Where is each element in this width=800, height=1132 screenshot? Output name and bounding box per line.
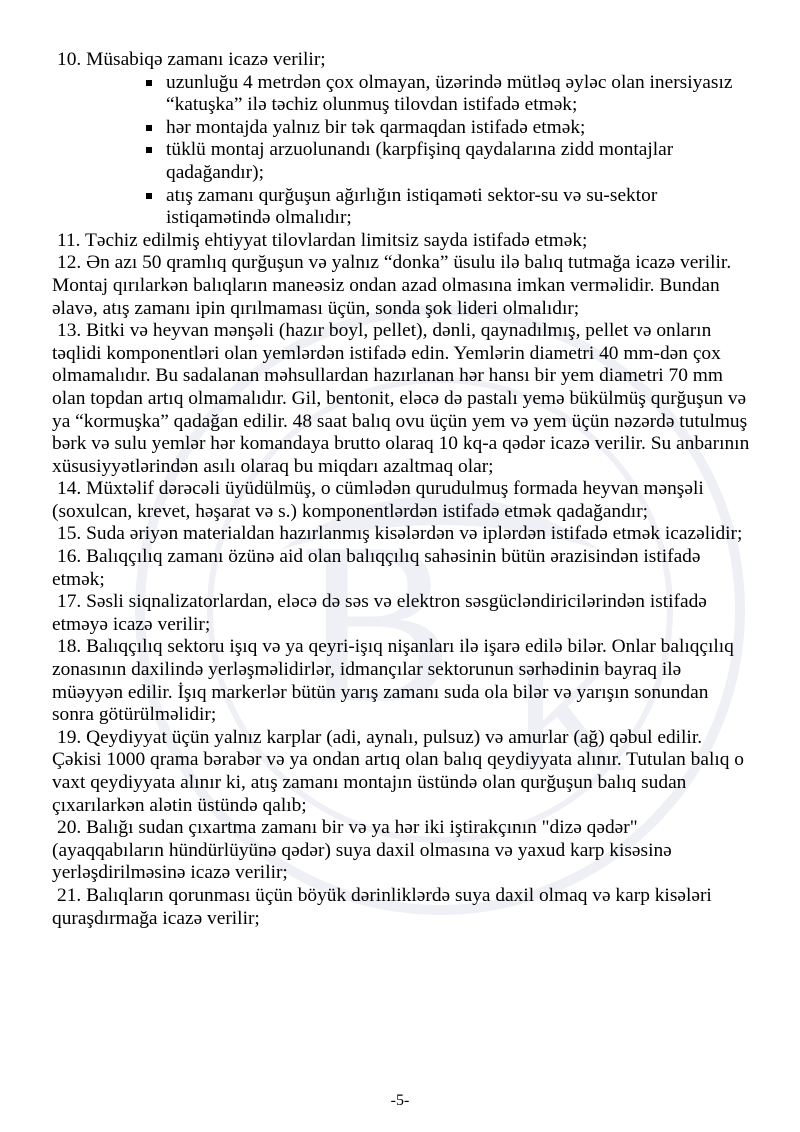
- document-body: [52, 49, 752, 930]
- page-number: -5-: [390, 1092, 410, 1109]
- item-15: 15. Suda əriyən materialdan hazırlanmış kisələrdən və iplərdən istifadə etmək icazəlidir;: [57, 523, 743, 545]
- item-20: 20. Balığı sudan çıxartma zamanı bir və ya hər iki iştirakçının "dizə qədər" (ayaqqabıların hündürlüyünə qədər) suya daxil olmasına və yaxud karp kisəsinə yerləşdirilməsinə icazə verilir;: [52, 817, 672, 884]
- item-21: 21. Balıqların qorunması üçün böyük dərinliklərdə suya daxil olmaq və karp kisələri quraşdırmağa icazə verilir;: [52, 884, 712, 929]
- svg-text:K: K: [510, 627, 626, 805]
- item-10-bullet-list: [52, 72, 752, 230]
- bullet-item: hər montajda yalnız bir tək qarmaqdan istifadə etmək;: [146, 117, 752, 140]
- item-14: 14. Müxtəlif dərəcəli üyüdülmüş, o cümlədən qurudulmuş formada heyvan mənşəli (soxulcan, krevet, həşarat və s.) komponentlərdən istifadə etmək qadağandır;: [52, 478, 704, 522]
- bullet-item: atış zamanı qurğuşun ağırlığın istiqaməti sektor-su və su-sektor istiqamətində olmalıdır;: [146, 185, 752, 230]
- bullet-item: uzunluğu 4 metrdən çox olmayan, üzərində mütləq əyləc olan inersiyasız “katuşka” ilə təchiz olunmuş tilovdan istifadə etmək;: [146, 72, 752, 117]
- svg-text:B: B: [300, 495, 454, 750]
- item-18: 18. Balıqçılıq sektoru işıq və ya qeyri-işıq nişanları ilə işarə edilə bilər. Onlar balıqçılıq zonasının daxilində yerləşməlidirlər, idmançılar sektorunun sərhədinin bayraq ilə müəyyən edilir. İşıq markerlər bütün yarış zamanı suda ola bilər və yarışın sonundan sonra götürülməlidir;: [52, 636, 734, 726]
- item-13: 13. Bitki və heyvan mənşəli (hazır boyl, pellet), dənli, qaynadılmış, pellet və onların təqlidi komponentləri olan yemlərdən istifadə edin. Yemlərin diametri 40 mm-dən çox olmamalıdır. Bu sadalanan məhsullardan hazırlanan hər hansı bir yem diametri 70 mm olan topdan artıq olmamalıdır. Gil, bentonit, eləcə də pastalı yemə bükülmüş qurğuşun və ya “kormuşka” qadağan edilir. 48 saat balıq ovu üçün yem və yem üçün nəzərdə tutulmuş bərk və sulu yemlər hər komandaya brutto olaraq 10 kq-a qədər icazə verilir. Su anbarının xüsusiyyətlərindən asılı olaraq bu miqdarı azaltmaq olar;: [52, 320, 750, 477]
- item-12: 12. Ən azı 50 qramlıq qurğuşun və yalnız “donka” üsulu ilə balıq tutmağa icazə verilir. Montaj qırılarkən balıqların maneəsiz ondan azad olmasına imkan verməlidir. Bundan əlavə, atış zamanı ipin qırılmaması üçün, sonda şok lideri olmalıdır;: [52, 252, 732, 319]
- item-17: 17. Səsli siqnalizatorlardan, eləcə də səs və elektron səsgücləndiricilərindən istifadə etməyə icazə verilir;: [52, 591, 707, 635]
- item-10: 10. Müsabiqə zamanı icazə verilir;: [57, 49, 326, 70]
- item-19: 19. Qeydiyyat üçün yalnız karplar (adi, aynalı, pulsuz) və amurlar (ağ) qəbul edilir. Çəkisi 1000 qrama bərabər və ya ondan artıq olan balıq qeydiyyata alınır. Tutulan balıq o vaxt qeydiyyata alınır ki, atış zamanı montajın üstündə olan qurğuşun balıq sudan çıxarılarkən alətin üstündə qalıb;: [52, 726, 744, 816]
- item-11: 11. Təchiz edilmiş ehtiyyat tilovlardan limitsiz sayda istifadə etmək;: [57, 229, 588, 251]
- item-16: 16. Balıqçılıq zamanı özünə aid olan balıqçılıq sahəsinin bütün ərazisindən istifadə etmək;: [52, 546, 701, 590]
- bullet-item: tüklü montaj arzuolunandı (karpfişinq qaydalarına zidd montajlar qadağandır);: [146, 139, 752, 184]
